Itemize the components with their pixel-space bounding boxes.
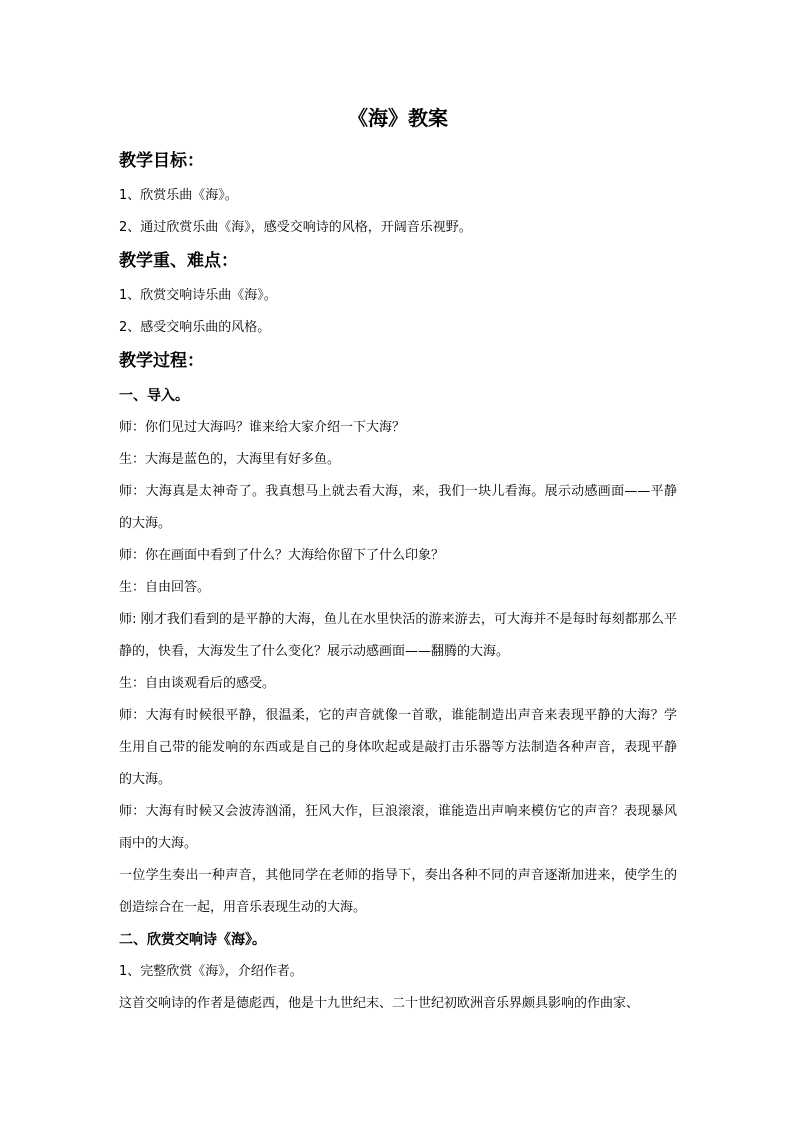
dialogue-paragraph: 生：大海是蓝色的，大海里有好多鱼。 — [119, 452, 341, 467]
dialogue-paragraph: 生：自由谈观看后的感受。 — [119, 676, 276, 691]
dialogue-paragraph: 生：自由回答。 — [119, 580, 211, 595]
body-paragraph: 这首交响诗的作者是德彪西，他是十九世纪末、二十世纪初欧洲音乐界颇具影响的作曲家、 — [119, 996, 640, 1011]
document-title: 《海》教案 — [348, 106, 448, 130]
section-heading-process: 教学过程： — [119, 351, 204, 371]
part-heading-intro: 一、导入。 — [119, 388, 189, 404]
goal-item: 1、欣赏乐曲《海》。 — [119, 188, 238, 203]
section-heading-goals: 教学目标： — [119, 151, 204, 171]
dialogue-paragraph: 师：大海有时候很平静，很温柔，它的声音就像一首歌，谁能制造出声音来表现平静的大海？学生用自己带的能发响的东西或是自己的身体吹起或是敲打击乐器等方法制造各种声音，表现平静的大海。 — [119, 708, 677, 787]
section-heading-key-points: 教学重、难点： — [119, 251, 238, 271]
dialogue-paragraph: 师: 刚才我们看到的是平静的大海，鱼儿在水里快活的游来游去，可大海并不是每时每刻都那么平静的，快看，大海发生了什么变化？展示动感画面——翻腾的大海。 — [119, 612, 677, 659]
key-point-item: 2、感受交响乐曲的风格。 — [119, 320, 271, 335]
dialogue-paragraph: 师：你在画面中看到了什么？大海给你留下了什么印象？ — [119, 548, 445, 563]
body-paragraph: 1、完整欣赏《海》，介绍作者。 — [119, 964, 303, 979]
goal-item: 2、通过欣赏乐曲《海》，感受交响诗的风格，开阔音乐视野。 — [119, 220, 472, 235]
document-page — [119, 100, 677, 1020]
dialogue-paragraph: 一位学生奏出一种声音，其他同学在老师的指导下，奏出各种不同的声音逐渐加进来，使学生的创造综合在一起，用音乐表现生动的大海。 — [119, 868, 677, 915]
dialogue-paragraph: 师：你们见过大海吗？谁来给大家介绍一下大海？ — [119, 420, 406, 435]
key-point-item: 1、欣赏交响诗乐曲《海》。 — [119, 288, 277, 303]
dialogue-paragraph: 师：大海有时候又会波涛汹涌，狂风大作，巨浪滚滚，谁能造出声响来模仿它的声音？表现暴风雨中的大海。 — [119, 804, 677, 851]
dialogue-paragraph: 师：大海真是太神奇了。我真想马上就去看大海，来，我们一块儿看海。展示动感画面——平静的大海。 — [119, 484, 677, 531]
part-heading-appreciation: 二、欣赏交响诗《海》。 — [119, 932, 266, 948]
